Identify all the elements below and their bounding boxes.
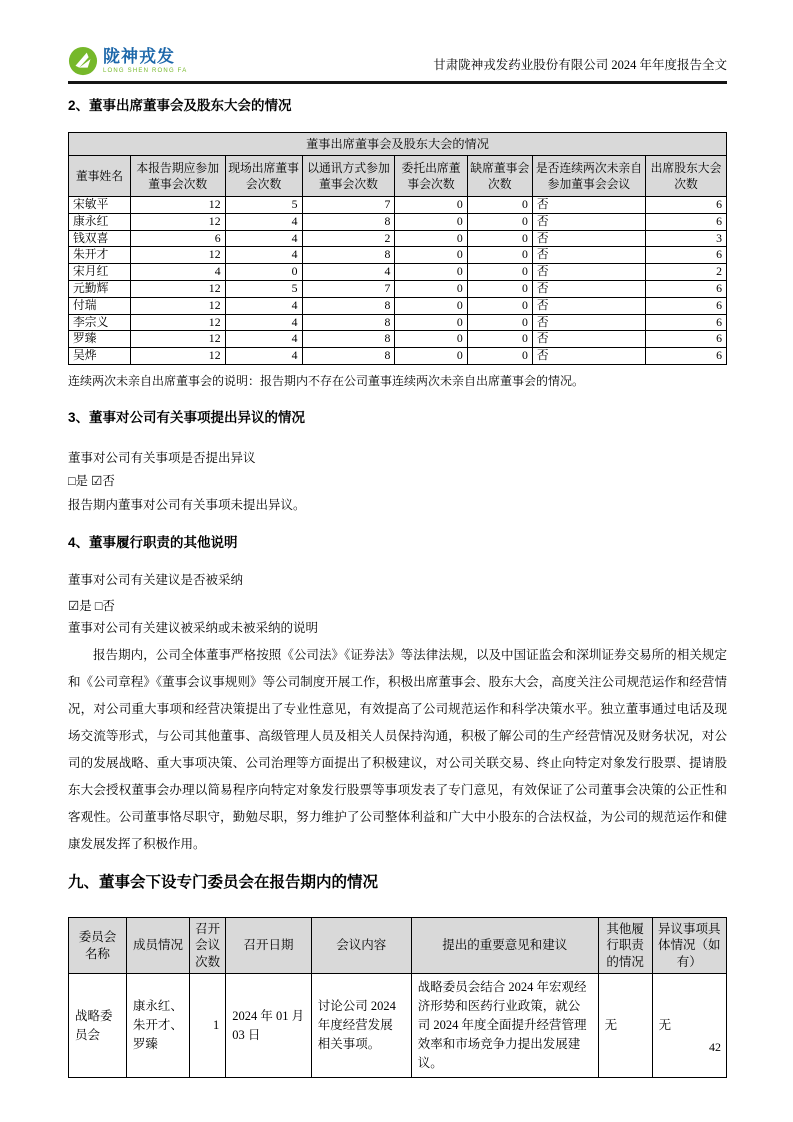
company-logo	[68, 46, 187, 76]
table-row	[69, 247, 727, 264]
logo-text	[103, 48, 187, 74]
attendance-table	[68, 132, 727, 365]
table-cell: 0	[395, 280, 467, 297]
table-cell: 0	[467, 348, 532, 365]
column-header: 是否连续两次未亲自参加董事会会议	[532, 156, 645, 197]
table-cell: 0	[467, 297, 532, 314]
table-cell: 否	[532, 213, 645, 230]
column-header: 现场出席董事会次数	[225, 156, 302, 197]
column-header: 本报告期应参加董事会次数	[130, 156, 225, 197]
table-cell: 5	[225, 280, 302, 297]
table-row	[69, 280, 727, 297]
table-cell: 3	[646, 230, 727, 247]
table-cell: 4	[225, 247, 302, 264]
table-cell: 12	[130, 348, 225, 365]
table-cell: 4	[225, 213, 302, 230]
section4-paragraph: 报告期内，公司全体董事严格按照《公司法》《证券法》等法律法规，以及中国证监会和深圳证券交易所的相关规定和《公司章程》《董事会议事规则》等公司制度开展工作，积极出席董事会、股东大会，高度关注公司规范运作和经营情况，对公司重大事项和经营决策提出了专业性意见，有效提高了公司规范运作和科学决策水平。独立董事通过电话及现场交流等形式，与公司其他董事、高级管理人员及相关人员保持沟通，积极了解公司的生产经营情况及财务状况，对公司的发展战略、重大事项决策、公司治理等方面提出了积极建议，对公司关联交易、终止向特定对象发行股票、提请股东大会授权董事会办理以简易程序向特定对象发行股票等事项发表了专门意见，有效保证了公司董事会决策的公正性和客观性。公司董事恪尽职守，勤勉尽职，努力维护了公司整体利益和广大中小股东的合法权益，为公司的规范运作和健康发展发挥了积极作用。	[68, 647, 727, 851]
column-header: 召开日期	[226, 917, 312, 974]
table-cell: 8	[302, 348, 395, 365]
table-title: 董事出席董事会及股东大会的情况	[69, 133, 727, 156]
table-cell: 6	[646, 213, 727, 230]
table-cell: 12	[130, 213, 225, 230]
page-number: 42	[709, 1040, 721, 1054]
logo-en-text: LONG SHEN RONG FA	[103, 68, 188, 74]
table-cell: 康永红	[69, 213, 131, 230]
section3-question: 董事对公司有关事项是否提出异议	[68, 450, 256, 465]
table-cell: 6	[646, 314, 727, 331]
table-cell: 0	[467, 230, 532, 247]
table-cell: 罗臻	[69, 331, 131, 348]
section3-statement: 报告期内董事对公司有关事项未提出异议。	[68, 497, 306, 512]
table-row	[69, 264, 727, 281]
table-cell: 12	[130, 247, 225, 264]
table-row	[69, 230, 727, 247]
table-cell: 否	[532, 264, 645, 281]
column-header: 会议内容	[311, 917, 411, 974]
table-cell: 0	[395, 348, 467, 365]
table-cell: 付瑞	[69, 297, 131, 314]
table-cell: 6	[646, 331, 727, 348]
table-cell: 2	[646, 264, 727, 281]
section4-subheading: 董事对公司有关建议被采纳或未被采纳的说明	[68, 620, 319, 635]
table-cell: 0	[467, 314, 532, 331]
table-cell: 李宗义	[69, 314, 131, 331]
column-header: 缺席董事会次数	[467, 156, 532, 197]
table-cell: 否	[532, 197, 645, 214]
table-cell: 0	[395, 331, 467, 348]
table-cell: 4	[225, 297, 302, 314]
document-title: 甘肃陇神戎发药业股份有限公司 2024 年年度报告全文	[433, 58, 727, 72]
column-header: 委员会名称	[69, 917, 127, 974]
table-cell: 2	[302, 230, 395, 247]
table-cell: 6	[130, 230, 225, 247]
column-header: 出席股东大会次数	[646, 156, 727, 197]
committee-table	[68, 917, 727, 1079]
column-header: 董事姓名	[69, 156, 131, 197]
table-row	[69, 297, 727, 314]
page-header	[68, 46, 727, 76]
table-cell: 7	[302, 197, 395, 214]
table-cell: 4	[130, 264, 225, 281]
column-header: 其他履行职责的情况	[598, 917, 652, 974]
logo-icon	[68, 46, 98, 76]
table-cell: 否	[532, 230, 645, 247]
table-cell: 钱双喜	[69, 230, 131, 247]
table-cell: 8	[302, 314, 395, 331]
table-cell: 12	[130, 331, 225, 348]
table-cell: 6	[646, 297, 727, 314]
table-cell: 5	[225, 197, 302, 214]
table-cell: 0	[467, 331, 532, 348]
table-cell: 无	[598, 974, 652, 1078]
table-cell: 6	[646, 197, 727, 214]
table-cell: 4	[225, 314, 302, 331]
table-cell: 宋月红	[69, 264, 131, 281]
table-cell: 0	[467, 197, 532, 214]
heading-section-3: 3、董事对公司有关事项提出异议的情况	[68, 409, 306, 425]
table-cell: 否	[532, 247, 645, 264]
column-header: 召开会议次数	[190, 917, 226, 974]
table-cell: 8	[302, 331, 395, 348]
table-cell: 6	[646, 247, 727, 264]
table-row	[69, 331, 727, 348]
table-cell: 朱开才	[69, 247, 131, 264]
table-cell: 否	[532, 331, 645, 348]
table-row	[69, 314, 727, 331]
table-cell: 否	[532, 348, 645, 365]
section4-checkbox-line: ☑是 □否	[68, 598, 115, 613]
table-cell: 12	[130, 280, 225, 297]
table-row	[69, 974, 727, 1078]
table-cell: 0	[395, 264, 467, 281]
column-header: 委托出席董事会次数	[395, 156, 467, 197]
table-cell: 4	[225, 230, 302, 247]
table-cell: 0	[467, 247, 532, 264]
section4-question: 董事对公司有关建议是否被采纳	[68, 572, 244, 587]
table-row	[69, 197, 727, 214]
table-cell: 否	[532, 314, 645, 331]
table-cell: 2024 年 01 月 03 日	[226, 974, 312, 1078]
table-cell: 0	[467, 213, 532, 230]
table-cell: 4	[302, 264, 395, 281]
column-header: 提出的重要意见和建议	[411, 917, 598, 974]
table-cell: 4	[225, 348, 302, 365]
table-cell: 战略委员会结合 2024 年宏观经济形势和医药行业政策，就公司 2024 年度全面提升经营管理效率和市场竞争力提出发展建议。	[411, 974, 598, 1078]
table-cell: 0	[395, 314, 467, 331]
table-cell: 7	[302, 280, 395, 297]
table-cell: 6	[646, 280, 727, 297]
heading-section-2: 2、董事出席董事会及股东大会的情况	[68, 98, 292, 113]
table-row	[69, 213, 727, 230]
attendance-note: 连续两次未亲自出席董事会的说明：报告期内不存在公司董事连续两次未亲自出席董事会的情况。	[68, 373, 585, 388]
table-cell: 0	[395, 230, 467, 247]
table-cell: 讨论公司 2024 年度经营发展相关事项。	[311, 974, 411, 1078]
table-cell: 8	[302, 297, 395, 314]
header-divider	[68, 81, 727, 84]
table-cell: 0	[225, 264, 302, 281]
table-cell: 0	[467, 280, 532, 297]
column-header: 异议事项具体情况（如有）	[652, 917, 726, 974]
table-cell: 0	[395, 247, 467, 264]
table-cell: 康永红、朱开才、罗臻	[126, 974, 189, 1078]
table-cell: 0	[395, 297, 467, 314]
table-cell: 8	[302, 247, 395, 264]
table-cell: 8	[302, 213, 395, 230]
logo-cn-text: 陇神戎发	[103, 47, 175, 66]
table-cell: 宋敏平	[69, 197, 131, 214]
table-cell: 0	[395, 213, 467, 230]
table-cell: 战略委员会	[69, 974, 127, 1078]
table-cell: 0	[395, 197, 467, 214]
column-header: 成员情况	[126, 917, 189, 974]
table-cell: 否	[532, 297, 645, 314]
table-cell: 吴烨	[69, 348, 131, 365]
table-cell: 元勤辉	[69, 280, 131, 297]
column-header: 以通讯方式参加董事会次数	[302, 156, 395, 197]
heading-section-9: 九、董事会下设专门委员会在报告期内的情况	[68, 873, 379, 891]
table-cell: 无	[652, 974, 726, 1078]
table-row	[69, 348, 727, 365]
table-cell: 6	[646, 348, 727, 365]
table-cell: 否	[532, 280, 645, 297]
heading-section-4: 4、董事履行职责的其他说明	[68, 534, 238, 550]
table-cell: 4	[225, 331, 302, 348]
table-cell: 1	[190, 974, 226, 1078]
table-cell: 12	[130, 197, 225, 214]
section3-checkbox-line: □是 ☑否	[68, 473, 115, 488]
table-cell: 12	[130, 297, 225, 314]
table-cell: 0	[467, 264, 532, 281]
table-cell: 12	[130, 314, 225, 331]
